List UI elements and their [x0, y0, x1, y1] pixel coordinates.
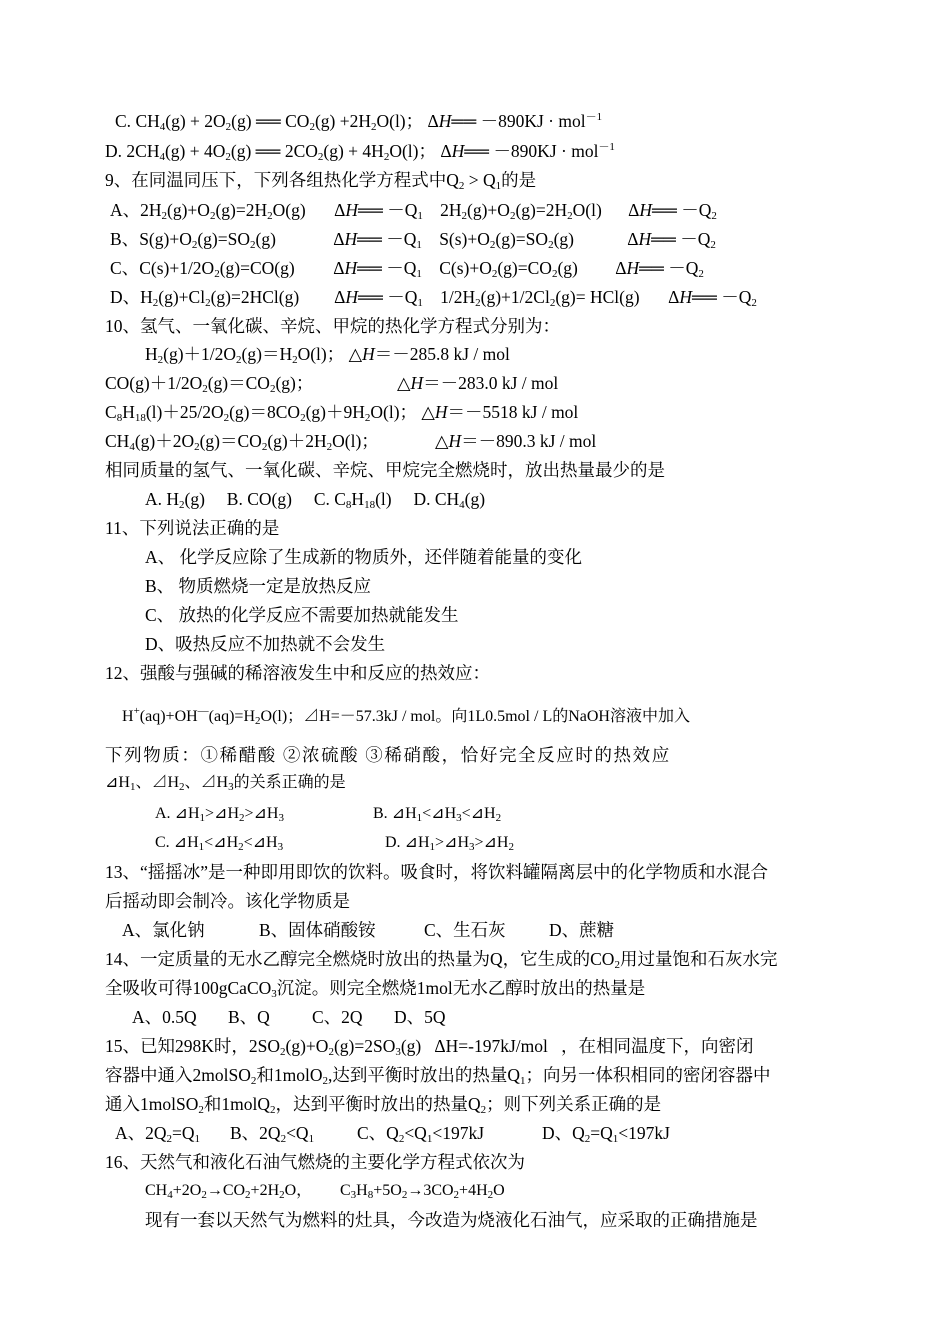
q9-stem: 9、在同温同压下，下列各组热化学方程式中$Q_2 > Q_1$的是 — [105, 170, 537, 192]
q8-option-c: C. $CH_4(g) + 2O_2(g)$ ══ $CO_2(g) +2H_2O(l)$； ΔH══ －890KJ · mol$^{-1}$ — [115, 111, 603, 133]
q11-option-b: B、 物质燃烧一定是放热反应 — [145, 576, 372, 596]
q9-option-c: C、$C(s)+1/2O_2(g)=CO(g)$ ΔH══ $-Q_1$ $C(s)+O_2(g)=CO_2(g)$ ΔH══ $-Q_2$ — [110, 258, 704, 280]
q11-option-c: C、 放热的化学反应不需要加热就能发生 — [145, 605, 459, 625]
q8-d-dh: －890KJ · mol — [493, 141, 599, 161]
q16-equations: $CH_4+2O_2\to CO_2+2H_2O$， $C_3H_8+5O_2\to 3CO_2+4H_2O$ — [145, 1182, 505, 1201]
q10-stem: 10、氢气、一氧化碳、辛烷、甲烷的热化学方程式分别为： — [105, 316, 560, 336]
q14-stem-line2: 全吸收可得100gCaCO$_3$沉淀。则完全燃烧1mol无水乙醇时放出的热量是 — [105, 978, 646, 1000]
q16-question: 现有一套以天然气为燃料的灶具，今改造为烧液化石油气，应采取的正确措施是 — [145, 1210, 758, 1230]
q9-option-d: D、$H_2(g)+Cl_2(g)=2HCl(g)$ ΔH══ $-Q_1$ $1/2H_2(g)+1/2Cl_2(g)= HCl(g)$ ΔH══ $-Q_2$ — [110, 287, 757, 309]
q14-stem-line1: 14、一定质量的无水乙醇完全燃烧时放出的热量为Q，它生成的$CO_2$用过量饱和石灰水完 — [105, 949, 778, 971]
q10-question: 相同质量的氢气、一氧化碳、辛烷、甲烷完全燃烧时，放出热量最少的是 — [105, 460, 665, 480]
q12-options-cd: C. $⊿H_1<⊿H_2<⊿H_3$ D. $⊿H_1>⊿H_3>⊿H_2$ — [155, 834, 514, 853]
q11-option-d: D、吸热反应不加热就不会发生 — [145, 634, 386, 654]
q12-substances: 下列物质：①稀醋酸 ②浓硫酸 ③稀硝酸，恰好完全反应时的热效应 — [105, 745, 671, 765]
q10-eq-co: $CO(g)+1/2O_2(g)=CO_2(g)$； △H＝－283.0 kJ / mol — [105, 373, 559, 395]
q12-options-ab: A. $⊿H_1>⊿H_2>⊿H_3$ B. $⊿H_1<⊿H_3<⊿H_2$ — [155, 805, 502, 824]
q10-eq-ch4: $CH_4(g)+2O_2(g)=CO_2(g)+2H_2O(l)$； △H＝－890.3 kJ / mol — [105, 431, 597, 453]
q16-stem: 16、天然气和液化石油气燃烧的主要化学方程式依次为 — [105, 1152, 525, 1172]
q8-c-dh: －890KJ · mol — [480, 111, 586, 131]
q12-relation: $⊿H_1$、$⊿H_2$、$⊿H_3$的关系正确的是 — [105, 774, 346, 793]
q10-eq-c8h18: $C_8H_{18}(l)+25/2O_2(g)=8CO_2(g)+9H_2O(l)$； △H＝－5518 kJ / mol — [105, 402, 579, 424]
q9-option-a: A、$2H_2(g)+O_2(g)=2H_2O(g)$ ΔH══ $-Q_1$ $2H_2(g)+O_2(g)=2H_2O(l)$ ΔH══ $-Q_2$ — [110, 200, 717, 222]
q13-stem-line1: 13、“摇摇冰”是一种即用即饮的饮料。吸食时，将饮料罐隔离层中的化学物质和水混合 — [105, 862, 769, 882]
q15-stem-line1: 15、已知298K时，$2SO_2(g)+O_2(g)=2SO_3(g)$ ΔH=-197kJ/mol ，在相同温度下，向密闭 — [105, 1036, 754, 1058]
q15-stem-line2: 容器中通入2molSO$_2$和1molO$_2$,达到平衡时放出的热量$Q_1$；向另一体积相同的密闭容器中 — [105, 1065, 771, 1087]
q11-option-a: A、 化学反应除了生成新的物质外，还伴随着能量的变化 — [145, 547, 583, 567]
q8-option-d: D. $2CH_4(g) + 4O_2(g)$ ══ $2CO_2(g) + 4H_2O(l)$； ΔH══ －890KJ · mol$^{-1}$ — [105, 141, 615, 163]
q15-stem-line3: 通入1molSO$_2$和1molQ$_2$，达到平衡时放出的热量$Q_2$；则下列关系正确的是 — [105, 1094, 662, 1116]
q12-reaction: $H^+(aq)+OH^—(aq)=H_2O(l)$；⊿H=－57.3kJ / mol。向1L0.5mol / L的NaOH溶液中加入 — [122, 705, 690, 727]
q10-eq-h2: $H_2(g)+1/2O_2(g)=H_2O(l)$； △H＝－285.8 kJ / mol — [145, 344, 510, 366]
q11-stem: 11、下列说法正确的是 — [105, 518, 280, 538]
q15-options: A、$2Q_2=Q_1$ B、$2Q_2<Q_1$ C、$Q_2<Q_1<197kJ$ D、$Q_2=Q_1<197kJ$ — [115, 1123, 670, 1145]
q13-stem-line2: 后摇动即会制冷。该化学物质是 — [105, 891, 350, 911]
q10-options: A. $H_2(g)$ B. CO(g) C. $C_8H_{18}(l)$ D. $CH_4(g)$ — [145, 489, 486, 511]
q12-stem: 12、强酸与强碱的稀溶液发生中和反应的热效应： — [105, 663, 490, 683]
q13-options: A、氯化钠 B、固体硝酸铵 C、生石灰 D、蔗糖 — [122, 920, 615, 940]
q14-options: A、0.5Q B、Q C、2Q D、5Q — [132, 1007, 446, 1027]
q9-option-b: B、$S(g)+O_2(g)=SO_2(g)$ ΔH══ $-Q_1$ $S(s)+O_2(g)=SO_2(g)$ ΔH══ $-Q_2$ — [110, 229, 716, 251]
